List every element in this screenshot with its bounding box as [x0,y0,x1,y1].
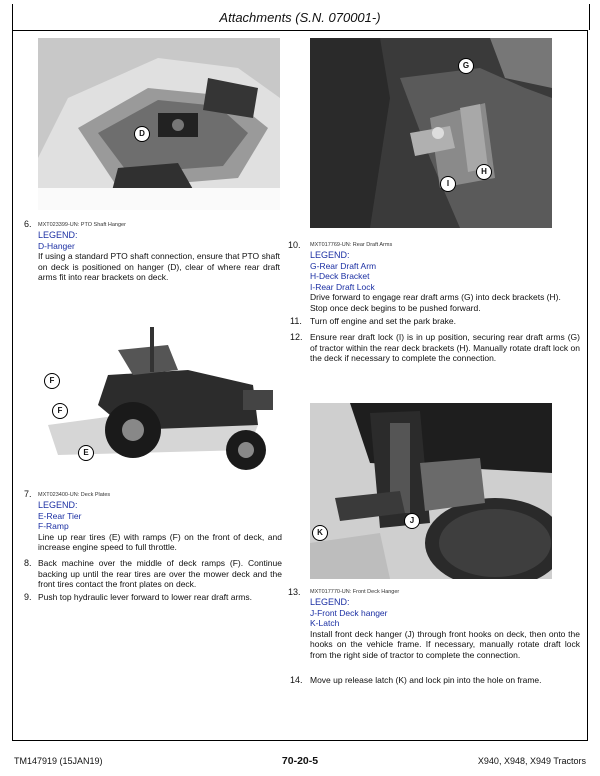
step-13-legend-title: LEGEND: [310,597,350,607]
front-deck-hanger-image [310,403,552,579]
step-7-legend-item-f: F-Ramp [38,521,69,532]
step-6-text: If using a standard PTO shaft connection, ensure that PTO shaft on deck is positioned on hanger (D), clear of where rear draft arms fit into rear brackets on deck. [38,251,280,283]
step-13-legend-item-j: J-Front Deck hanger [310,607,388,618]
footer-page-number: 70-20-5 [281,755,319,767]
step-13-body [310,597,580,661]
callout-g: G [458,58,474,74]
step-11-text: Turn off engine and set the park brake. [310,316,457,326]
step-11-number: 11. [290,316,302,326]
page-title: Attachments (S.N. 070001-) [219,10,381,25]
step-10-caption: MXT017769-UN: Rear Draft Arms [310,242,393,248]
step-7-text: Line up rear tires (E) with ramps (F) on the front of deck, and increase engine speed to full throttle. [38,531,282,553]
callout-e: E [78,445,94,461]
step-7-body [38,500,282,553]
header-rule [12,30,588,31]
step-12-text: Ensure rear draft lock (I) is in up position, securing rear draft arms (G) of tractor within the rear deck brackets (H). Manually rotate draft lock on the deck if necessary to complete the connection. [310,332,580,364]
callout-h: H [476,164,492,180]
callout-j: J [404,513,420,529]
step-10-legend-item-i: I-Rear Draft Lock [310,281,375,292]
callout-i: I [440,176,456,192]
callout-f-upper: F [44,373,60,389]
callout-f-lower: F [52,403,68,419]
step-10-body [310,250,580,314]
step-6-caption: MXT023399-UN: PTO Shaft Hanger [38,222,126,228]
step-10-number: 10. [288,240,301,250]
step-9-text: Push top hydraulic lever forward to lower rear draft arms. [38,592,253,602]
step-7-legend-title: LEGEND: [38,500,78,510]
footer-rule [12,740,588,741]
step-10-legend-item-g: G-Rear Draft Arm [310,260,377,271]
step-8-number: 8. [24,558,32,568]
step-13-legend-item-k: K-Latch [310,618,340,629]
step-10-legend-title: LEGEND: [310,250,350,260]
callout-k: K [312,525,328,541]
right-margin-rule [587,30,588,740]
step-10-legend-item-h: H-Deck Bracket [310,271,370,282]
step-14-text: Move up release latch (K) and lock pin into the hole on frame. [310,675,542,685]
step-13-number: 13. [288,587,301,597]
step-7-caption: MXT023400-UN: Deck Plates [38,492,111,498]
step-6-body [38,230,280,283]
step-8-text: Back machine over the middle of deck ramps (F). Continue backing up until the rear tires are over the mower deck and the front tires contact the front plates on deck. [38,558,282,590]
step-14-number: 14. [290,675,303,685]
step-6-legend-item: D-Hanger [38,240,75,251]
step-7-legend-item-e: E-Rear Tier [38,510,82,521]
footer-models: X940, X948, X949 Tractors [477,756,586,766]
callout-d: D [134,126,150,142]
tractor-deck-plates-image [38,315,280,487]
pto-shaft-hanger-image [38,38,280,210]
step-13-text: Install front deck hanger (J) through front hooks on deck, then onto the hooks on the vehicle frame. If necessary, manually rotate draft lock from the right side of tractor to complete the connection. [310,628,580,660]
left-margin-rule [12,30,13,740]
step-9-number: 9. [24,592,32,602]
step-6-number: 6. [24,219,32,229]
step-6-legend-title: LEGEND: [38,230,78,240]
footer-doc-id: TM147919 (15JAN19) [14,756,103,766]
step-13-caption: MXT017770-UN: Front Deck Hanger [310,589,400,595]
rear-draft-arms-image [310,38,552,228]
step-12-number: 12. [290,332,303,342]
step-10-text: Drive forward to engage rear draft arms (G) into deck brackets (H). Stop once deck begins to be pushed forward. [310,292,561,313]
step-7-number: 7. [24,489,32,499]
